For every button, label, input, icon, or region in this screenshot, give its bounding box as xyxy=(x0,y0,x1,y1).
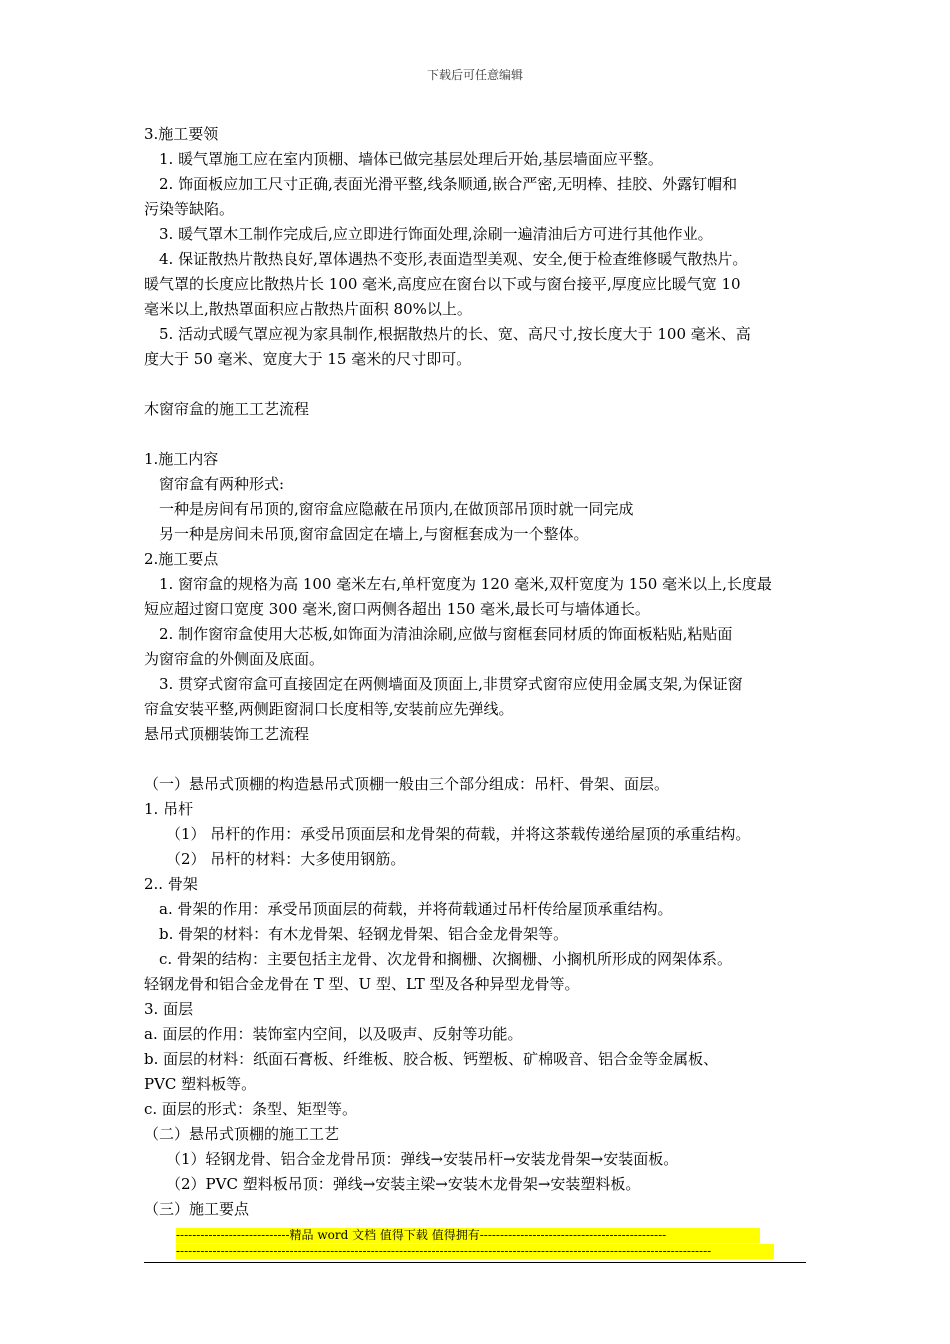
text-line: 帘盒安装平整,两侧距窗洞口长度相等,安装前应先弹线。 xyxy=(144,700,514,718)
text-line: 短应超过窗口宽度 300 毫米,窗口两侧各超出 150 毫米,最长可与墙体通长。 xyxy=(144,600,650,618)
text-line: 2.. 骨架 xyxy=(144,875,198,893)
text-line: 暖气罩的长度应比散热片长 100 毫米,高度应在窗台以下或与窗台接平,厚度应比暖气宽 10 xyxy=(144,275,741,293)
text-line: （1） 吊杆的作用：承受吊顶面层和龙骨架的荷载，并将这茶载传递给屋顶的承重结构。 xyxy=(166,825,751,843)
text-line: c. 面层的形式：条型、矩型等。 xyxy=(144,1100,357,1118)
text-line: b. 面层的材料：纸面石膏板、纤维板、胶合板、钙塑板、矿棉吸音、铝合金等金属板、 xyxy=(144,1050,719,1068)
text-line: 毫米以上,散热罩面积应占散热片面积 80%以上。 xyxy=(144,300,472,318)
text-line: c. 骨架的结构：主要包括主龙骨、次龙骨和搁栅、次搁栅、小搁机所形成的网架体系。 xyxy=(159,950,732,968)
text-line: a. 面层的作用：装饰室内空间，以及吸声、反射等功能。 xyxy=(144,1025,523,1043)
text-line: 度大于 50 毫米、宽度大于 15 毫米的尺寸即可。 xyxy=(144,350,472,368)
text-line: PVC 塑料板等。 xyxy=(144,1075,257,1093)
blank-line xyxy=(144,747,812,772)
text-line: 窗帘盒有两种形式: xyxy=(159,475,285,493)
text-line: 1. 暖气罩施工应在室内顶棚、墙体已做完基层处理后开始,基层墙面应平整。 xyxy=(159,150,663,168)
text-line: 2. 饰面板应加工尺寸正确,表面光滑平整,线条顺通,嵌合严密,无明棒、挂胶、外露钉帽和 xyxy=(159,175,738,193)
text-line: b. 骨架的材料：有木龙骨架、轻钢龙骨架、铝合金龙骨架等。 xyxy=(159,925,569,943)
footer-line-2: ------------------------------------------------------------------------------------------------------------------------------------ xyxy=(176,1244,774,1259)
text-line: 1. 吊杆 xyxy=(144,800,194,818)
text-line: 1. 窗帘盒的规格为高 100 毫米左右,单杆宽度为 120 毫米,双杆宽度为 150 毫米以上,长度最 xyxy=(159,575,772,593)
text-line: （三）施工要点 xyxy=(144,1200,250,1218)
text-line: 另一种是房间未吊顶,窗帘盒固定在墙上,与窗框套成为一个整体。 xyxy=(159,525,589,543)
text-line: （1）轻钢龙骨、铝合金龙骨吊顶：弹线→安装吊杆→安装龙骨架→安装面板。 xyxy=(166,1150,679,1168)
text-line: 为窗帘盒的外侧面及底面。 xyxy=(144,650,325,668)
text-line: 1.施工内容 xyxy=(144,450,219,468)
text-line: 污染等缺陷。 xyxy=(144,200,235,218)
text-line: 2.施工要点 xyxy=(144,550,219,568)
text-line: （2）PVC 塑料板吊顶：弹线→安装主梁→安装木龙骨架→安装塑料板。 xyxy=(166,1175,641,1193)
text-line: 5. 活动式暖气罩应视为家具制作,根据散热片的长、宽、高尺寸,按长度大于 100 毫米、高 xyxy=(159,325,751,343)
text-line: 轻钢龙骨和铝合金龙骨在 T 型、U 型、LT 型及各种异型龙骨等。 xyxy=(144,975,580,993)
blank-line xyxy=(144,422,812,447)
text-line: （2） 吊杆的材料：大多使用钢筋。 xyxy=(166,850,406,868)
page-header: 下载后可任意编辑 xyxy=(426,68,523,82)
text-line: 3. 贯穿式窗帘盒可直接固定在两侧墙面及顶面上,非贯穿式窗帘应使用金属支架,为保证窗 xyxy=(159,675,743,693)
document-body xyxy=(144,122,812,1222)
text-line: 悬吊式顶棚装饰工艺流程 xyxy=(144,725,310,743)
text-line: 3. 暖气罩木工制作完成后,应立即进行饰面处理,涂刷一遍清油后方可进行其他作业。 xyxy=(159,225,713,243)
text-line: 一种是房间有吊顶的,窗帘盒应隐蔽在吊顶内,在做顶部吊顶时就一同完成 xyxy=(159,500,634,518)
text-line: 3.施工要领 xyxy=(144,125,219,143)
text-line: a. 骨架的作用：承受吊顶面层的荷载，并将荷载通过吊杆传给屋顶承重结构。 xyxy=(159,900,673,918)
footer-line-1: ----------------------------精品 word 文档 值得下载 值得拥有---------------------------------------------- xyxy=(176,1228,760,1243)
footer-divider xyxy=(144,1262,806,1263)
text-line: 3. 面层 xyxy=(144,1000,194,1018)
text-line: 4. 保证散热片散热良好,罩体遇热不变形,表面造型美观、安全,便于检查维修暖气散热片。 xyxy=(159,250,748,268)
text-line: （一）悬吊式顶棚的构造悬吊式顶棚一般由三个部分组成：吊杆、骨架、面层。 xyxy=(144,775,670,793)
text-line: 2. 制作窗帘盒使用大芯板,如饰面为清油涂刷,应做与窗框套同材质的饰面板粘贴,粘贴面 xyxy=(159,625,733,643)
text-line: （二）悬吊式顶棚的施工工艺 xyxy=(144,1125,340,1143)
blank-line xyxy=(144,372,812,397)
text-line: 木窗帘盒的施工工艺流程 xyxy=(144,400,310,418)
